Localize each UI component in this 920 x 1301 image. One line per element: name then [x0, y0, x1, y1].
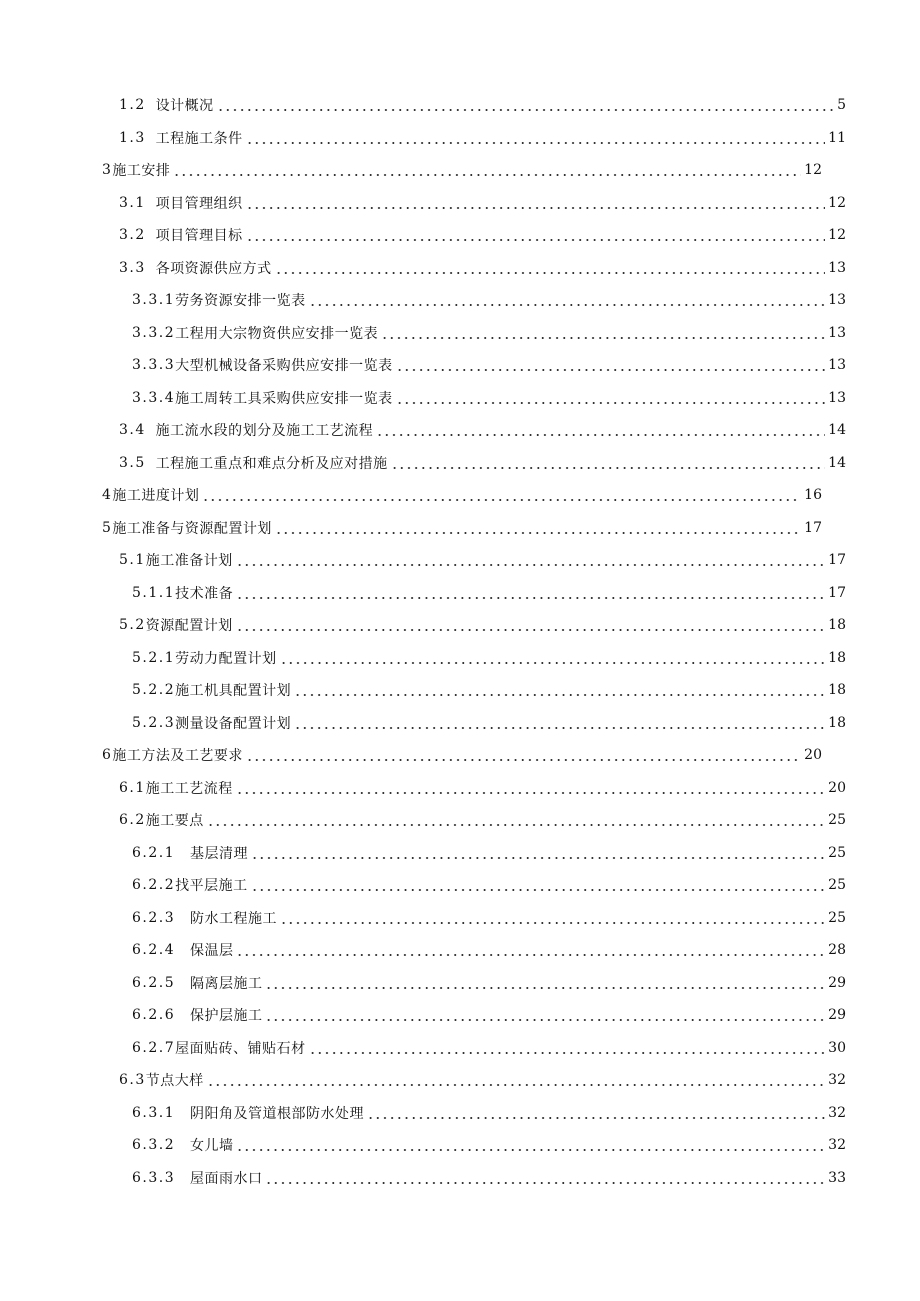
toc-dot-leader [236, 586, 825, 600]
toc-entry-title: 施工安排 [112, 163, 171, 180]
toc-entry[interactable] [0, 1162, 846, 1195]
toc-entry-spacer [146, 130, 156, 146]
toc-dot-leader [236, 1138, 825, 1152]
toc-entry-spacer [146, 422, 156, 438]
toc-entry[interactable] [0, 544, 846, 577]
toc-entry-number: 3.1 [119, 194, 146, 211]
toc-entry-page-number: 32 [828, 1104, 846, 1121]
toc-entry-title: 屋面贴砖、铺贴石材 [175, 1040, 306, 1057]
toc-entry[interactable] [0, 1064, 846, 1097]
toc-entry-title: 工程施工重点和难点分析及应对措施 [155, 455, 388, 472]
toc-dot-leader [275, 261, 826, 275]
toc-entry-spacer [146, 455, 156, 471]
toc-entry-page-number: 13 [828, 357, 846, 374]
toc-entry[interactable] [0, 252, 846, 285]
toc-entry-page-number: 18 [828, 617, 846, 634]
toc-entry[interactable] [0, 414, 846, 447]
toc-entry-number: 6.2.6 [132, 1007, 176, 1024]
toc-dot-leader [236, 781, 825, 795]
toc-entry-page-number: 25 [828, 812, 846, 829]
toc-dot-leader [294, 716, 825, 730]
toc-entry-title: 施工准备与资源配置计划 [112, 520, 272, 537]
toc-entry-page-number: 12 [804, 162, 822, 179]
toc-entry[interactable] [0, 967, 846, 1000]
toc-entry[interactable] [0, 739, 822, 772]
toc-entry-title: 施工工艺流程 [145, 780, 233, 797]
toc-entry-title: 工程用大宗物资供应安排一览表 [175, 325, 379, 342]
toc-dot-leader [246, 748, 801, 762]
toc-entry-number: 1.3 [119, 129, 146, 146]
toc-entry[interactable] [0, 1129, 846, 1162]
toc-dot-leader [251, 878, 826, 892]
toc-entry[interactable] [0, 284, 846, 317]
toc-entry-page-number: 30 [828, 1039, 846, 1056]
toc-entry-page-number: 17 [828, 552, 846, 569]
toc-entry-page-number: 18 [828, 714, 846, 731]
toc-entry-page-number: 18 [828, 682, 846, 699]
toc-entry-number: 6.3 [119, 1072, 146, 1089]
toc-dot-leader [251, 846, 825, 860]
toc-entry[interactable] [0, 89, 846, 122]
toc-dot-leader [381, 326, 825, 340]
toc-entry-number: 5.2 [119, 617, 146, 634]
toc-entry-number: 6.2.5 [132, 974, 176, 991]
toc-entry-spacer [175, 1137, 190, 1153]
toc-entry-title: 工程施工条件 [155, 130, 243, 147]
toc-entry-title: 找平层施工 [175, 878, 248, 895]
toc-entry-page-number: 28 [828, 942, 846, 959]
toc-entry-number: 5.2.2 [132, 682, 176, 699]
toc-entry-page-number: 16 [804, 487, 822, 504]
toc-entry-title: 施工周转工具采购供应安排一览表 [175, 390, 393, 407]
toc-entry-number: 3.3.3 [132, 357, 176, 374]
toc-entry-number: 3.2 [119, 227, 146, 244]
toc-entry-number: 6.2.7 [132, 1039, 176, 1056]
toc-entry-title: 劳动力配置计划 [175, 650, 277, 667]
toc-dot-leader [396, 391, 826, 405]
toc-entry-number: 3.3.4 [132, 389, 176, 406]
toc-dot-leader [391, 456, 826, 470]
toc-entry-number: 6.3.2 [132, 1137, 176, 1154]
toc-dot-leader [236, 943, 825, 957]
toc-entry[interactable] [0, 642, 846, 675]
toc-entry-page-number: 12 [828, 227, 846, 244]
toc-entry-page-number: 12 [828, 194, 846, 211]
toc-entry[interactable] [0, 512, 822, 545]
toc-entry-spacer [175, 1170, 190, 1186]
toc-entry-page-number: 13 [828, 292, 846, 309]
toc-entry-title: 防水工程施工 [189, 910, 277, 927]
toc-entry-page-number: 25 [828, 877, 846, 894]
toc-entry-title: 隔离层施工 [189, 975, 263, 992]
toc-entry-page-number: 14 [828, 454, 846, 471]
toc-entry[interactable] [0, 382, 846, 415]
toc-entry[interactable] [0, 999, 846, 1032]
toc-entry-number: 6.2.4 [132, 942, 176, 959]
toc-entry-title: 项目管理目标 [155, 228, 243, 245]
toc-entry-title: 施工方法及工艺要求 [112, 748, 243, 765]
toc-entry-title: 施工要点 [145, 813, 204, 830]
toc-entry[interactable] [0, 577, 846, 610]
toc-entry-title: 劳务资源安排一览表 [175, 293, 306, 310]
toc-entry-title: 节点大样 [145, 1073, 204, 1090]
toc-dot-leader [265, 1171, 825, 1185]
toc-entry-number: 3.3 [119, 259, 146, 276]
toc-entry-page-number: 33 [828, 1169, 846, 1186]
toc-entry-number: 5 [102, 519, 113, 536]
toc-entry-spacer [146, 97, 156, 113]
toc-entry-number: 5.2.1 [132, 649, 176, 666]
toc-entry-title: 女儿墙 [189, 1138, 234, 1155]
toc-entry-title: 设计概况 [155, 98, 214, 115]
toc-entry-title: 施工准备计划 [145, 553, 233, 570]
toc-entry-page-number: 29 [828, 1007, 846, 1024]
toc-dot-leader [246, 196, 826, 210]
toc-entry-title: 施工机具配置计划 [175, 683, 292, 700]
toc-dot-leader [236, 553, 825, 567]
toc-entry-spacer [175, 1105, 190, 1121]
toc-dot-leader [275, 521, 801, 535]
toc-dot-leader [396, 358, 826, 372]
toc-dot-leader [265, 1008, 825, 1022]
toc-dot-leader [173, 163, 801, 177]
toc-entry[interactable] [0, 317, 846, 350]
toc-entry-page-number: 17 [804, 519, 822, 536]
toc-entry-number: 3.5 [119, 454, 146, 471]
toc-entry-spacer [146, 260, 156, 276]
toc-entry-title: 保温层 [189, 943, 234, 960]
toc-entry-page-number: 13 [828, 259, 846, 276]
toc-entry[interactable] [0, 1032, 846, 1065]
toc-entry-number: 6.2.3 [132, 909, 176, 926]
toc-entry-number: 6.3.3 [132, 1169, 176, 1186]
toc-entry[interactable] [0, 707, 846, 740]
toc-entry-number: 1.2 [119, 97, 146, 114]
toc-entry-number: 5.1 [119, 552, 146, 569]
toc-dot-leader [217, 98, 834, 112]
toc-entry[interactable] [0, 349, 846, 382]
toc-entry-number: 5.1.1 [132, 584, 176, 601]
toc-entry-page-number: 13 [828, 389, 846, 406]
toc-dot-leader [309, 293, 826, 307]
toc-entry-page-number: 32 [828, 1072, 846, 1089]
table-of-contents [0, 89, 920, 1194]
toc-entry[interactable] [0, 447, 846, 480]
toc-entry-spacer [146, 195, 156, 211]
toc-entry-title: 测量设备配置计划 [175, 715, 292, 732]
toc-entry-page-number: 29 [828, 974, 846, 991]
toc-entry[interactable] [0, 609, 846, 642]
toc-entry-page-number: 17 [828, 584, 846, 601]
toc-entry-page-number: 25 [828, 909, 846, 926]
toc-entry[interactable] [0, 187, 846, 220]
toc-dot-leader [202, 488, 801, 502]
toc-entry[interactable] [0, 869, 846, 902]
toc-entry-number: 6.2.2 [132, 877, 176, 894]
toc-dot-leader [236, 618, 825, 632]
toc-entry-title: 资源配置计划 [145, 618, 233, 635]
toc-entry-number: 3.4 [119, 422, 146, 439]
toc-entry-page-number: 20 [828, 779, 846, 796]
toc-dot-leader [207, 813, 825, 827]
toc-entry[interactable] [0, 674, 846, 707]
toc-entry-number: 3 [102, 162, 113, 179]
toc-entry[interactable] [0, 1097, 846, 1130]
toc-dot-leader [207, 1073, 825, 1087]
toc-dot-leader [280, 651, 826, 665]
toc-entry-page-number: 13 [828, 324, 846, 341]
toc-entry-number: 6.2.1 [132, 844, 176, 861]
toc-entry-title: 施工进度计划 [112, 488, 200, 505]
toc-entry-page-number: 32 [828, 1137, 846, 1154]
toc-entry-spacer [146, 227, 156, 243]
toc-entry[interactable] [0, 479, 822, 512]
toc-entry[interactable] [0, 154, 822, 187]
toc-entry-number: 6.3.1 [132, 1104, 176, 1121]
toc-entry-number: 5.2.3 [132, 714, 176, 731]
toc-entry-spacer [175, 1007, 190, 1023]
toc-entry-spacer [175, 942, 190, 958]
toc-entry[interactable] [0, 934, 846, 967]
toc-dot-leader [280, 911, 825, 925]
toc-entry-number: 3.3.2 [132, 324, 176, 341]
toc-entry-title: 项目管理组织 [155, 195, 243, 212]
toc-dot-leader [376, 423, 825, 437]
toc-entry[interactable] [0, 804, 846, 837]
toc-entry-number: 6 [102, 747, 113, 764]
toc-entry-number: 3.3.1 [132, 292, 176, 309]
toc-entry-page-number: 25 [828, 844, 846, 861]
toc-entry-spacer [175, 975, 190, 991]
toc-dot-leader [265, 976, 825, 990]
toc-entry[interactable] [0, 772, 846, 805]
toc-entry-title: 技术准备 [175, 585, 234, 602]
toc-entry-number: 6.2 [119, 812, 146, 829]
toc-entry-spacer [175, 845, 190, 861]
toc-entry-page-number: 11 [828, 129, 846, 146]
toc-dot-leader [367, 1106, 825, 1120]
toc-entry-title: 阴阳角及管道根部防水处理 [189, 1105, 364, 1122]
toc-entry-title: 各项资源供应方式 [155, 260, 272, 277]
toc-entry-title: 屋面雨水口 [189, 1170, 263, 1187]
toc-entry-title: 施工流水段的划分及施工工艺流程 [155, 423, 374, 440]
toc-entry[interactable] [0, 219, 846, 252]
toc-entry-page-number: 5 [837, 97, 846, 114]
toc-entry-page-number: 18 [828, 649, 846, 666]
toc-entry-title: 基层清理 [189, 845, 248, 862]
toc-dot-leader [246, 228, 826, 242]
toc-dot-leader [294, 683, 825, 697]
toc-entry-title: 大型机械设备采购供应安排一览表 [175, 358, 393, 375]
toc-entry-page-number: 14 [828, 422, 846, 439]
toc-entry[interactable] [0, 902, 846, 935]
toc-entry-number: 6.1 [119, 779, 146, 796]
toc-entry-page-number: 20 [804, 747, 822, 764]
toc-dot-leader [309, 1041, 826, 1055]
toc-entry-title: 保护层施工 [189, 1008, 263, 1025]
toc-entry-spacer [175, 910, 190, 926]
toc-entry[interactable] [0, 122, 846, 155]
toc-dot-leader [246, 131, 826, 145]
toc-entry-number: 4 [102, 487, 113, 504]
toc-entry[interactable] [0, 837, 846, 870]
